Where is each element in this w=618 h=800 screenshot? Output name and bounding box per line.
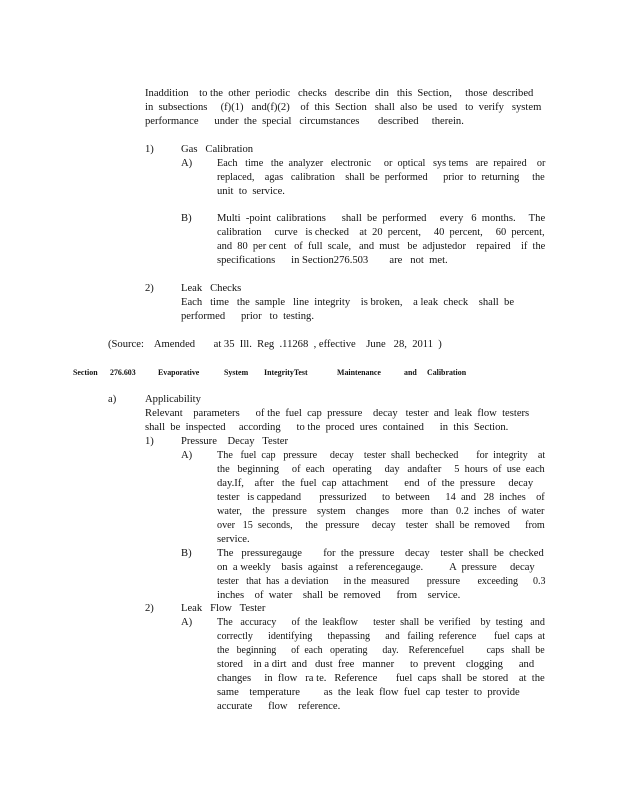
intro-line-3: performance under the special circumstances described therein. bbox=[145, 116, 464, 127]
pressure-decay-a-line: day.If, after the fuel cap attachment end of the pressure decay bbox=[217, 478, 534, 489]
item1-a-line: replaced, agas calibration shall be performed prior to returning the bbox=[217, 172, 545, 183]
section-title-word: IntegrityTest bbox=[264, 367, 308, 377]
section-number: 276.603 bbox=[110, 367, 136, 377]
leak-flow-a-line: accurate flow reference. bbox=[217, 701, 341, 712]
intro-line-1: Inaddition to the other periodic checks describe din this Section, those described bbox=[145, 88, 534, 99]
pressure-decay-b-line: The pressuregauge for the pressure decay tester shall be checked bbox=[217, 548, 544, 559]
item2-line: performed prior to testing. bbox=[181, 311, 314, 322]
pressure-decay-a-line: water, the pressure system changes more than 0.2 inches of water bbox=[217, 506, 545, 517]
leak-flow-a-line: correctly identifying thepassing and failing reference fuel caps at bbox=[217, 631, 546, 642]
section-title-word: Evaporative bbox=[158, 367, 200, 377]
section-title-word: and bbox=[404, 367, 417, 377]
pressure-decay-a-line: the beginning of each operating day andafter 5 hours of use each bbox=[217, 464, 545, 475]
source-note: (Source: Amended at 35 Ill. Reg .11268 , effective June 28, 2011 ) bbox=[108, 339, 442, 350]
intro-line-2: in subsections (f)(1) and(f)(2) of this Section shall also be used to verify system bbox=[145, 102, 542, 113]
leak-flow-a-line: changes in flow ra te. Reference fuel caps shall be stored at the bbox=[217, 673, 545, 684]
item1-b-line: calibration curve is checked at 20 percent, 40 percent, 60 percent, bbox=[217, 227, 545, 238]
applicability-line: shall be inspected according to the proced ures contained in this Section. bbox=[145, 422, 509, 433]
section-title-word: Maintenance bbox=[337, 367, 381, 377]
leak-flow-a-line: same temperature as the leak flow fuel cap tester to provide bbox=[217, 687, 520, 698]
section-title-word: System bbox=[224, 367, 249, 377]
leak-flow-a-line: stored in a dirt and dust free manner to prevent clogging and bbox=[217, 659, 535, 670]
item1-a-line: unit to service. bbox=[217, 186, 285, 197]
pressure-decay-b-line: on a weekly basis against a referencegauge. A pressure decay bbox=[217, 562, 535, 573]
item1-number: 1) bbox=[145, 144, 154, 155]
item1-b-label: B) bbox=[181, 213, 192, 224]
leak-flow-number: 2) bbox=[145, 603, 154, 614]
pressure-decay-b-label: B) bbox=[181, 548, 192, 559]
pressure-decay-a-line: tester is cappedand pressurized to between 14 and 28 inches of bbox=[217, 492, 545, 503]
item1-a-label: A) bbox=[181, 158, 193, 169]
item1-title: Gas Calibration bbox=[181, 144, 254, 155]
leak-flow-a-line: the beginning of each operating day. Referencefuel caps shall be bbox=[217, 645, 545, 656]
item2-title: Leak Checks bbox=[181, 283, 242, 294]
subsection-a-label: a) bbox=[108, 394, 117, 405]
leak-flow-a-label: A) bbox=[181, 617, 193, 628]
leak-flow-title: Leak Flow Tester bbox=[181, 603, 266, 614]
pressure-decay-b-line: inches of water shall be removed from service. bbox=[217, 590, 461, 601]
pressure-decay-a-line: The fuel cap pressure decay tester shall bechecked for integrity at bbox=[217, 450, 546, 461]
pressure-decay-a-line: service. bbox=[217, 534, 250, 545]
pressure-decay-number: 1) bbox=[145, 436, 154, 447]
subsection-a-title: Applicability bbox=[145, 394, 201, 405]
pressure-decay-a-label: A) bbox=[181, 450, 193, 461]
section-label: Section bbox=[73, 367, 98, 377]
item1-a-line: Each time the analyzer electronic or optical sys tems are repaired or bbox=[217, 158, 546, 169]
item2-line: Each time the sample line integrity is broken, a leak check shall be bbox=[181, 297, 515, 308]
pressure-decay-a-line: over 15 seconds, the pressure decay tester shall be removed from bbox=[217, 520, 545, 531]
pressure-decay-title: Pressure Decay Tester bbox=[181, 436, 289, 447]
item1-b-line: specifications in Section276.503 are not met. bbox=[217, 255, 448, 266]
item2-number: 2) bbox=[145, 283, 154, 294]
leak-flow-a-line: The accuracy of the leakflow tester shall be verified by testing and bbox=[217, 617, 545, 628]
item1-b-line: and 80 per cent of full scale, and must be adjustedor repaired if the bbox=[217, 241, 546, 252]
pressure-decay-b-line: tester that has a deviation in the measured pressure exceeding 0.3 bbox=[217, 576, 546, 587]
section-title-word: Calibration bbox=[427, 367, 467, 377]
item1-b-line: Multi -point calibrations shall be performed every 6 months. The bbox=[217, 213, 546, 224]
applicability-line: Relevant parameters of the fuel cap pressure decay tester and leak flow testers bbox=[145, 408, 530, 419]
